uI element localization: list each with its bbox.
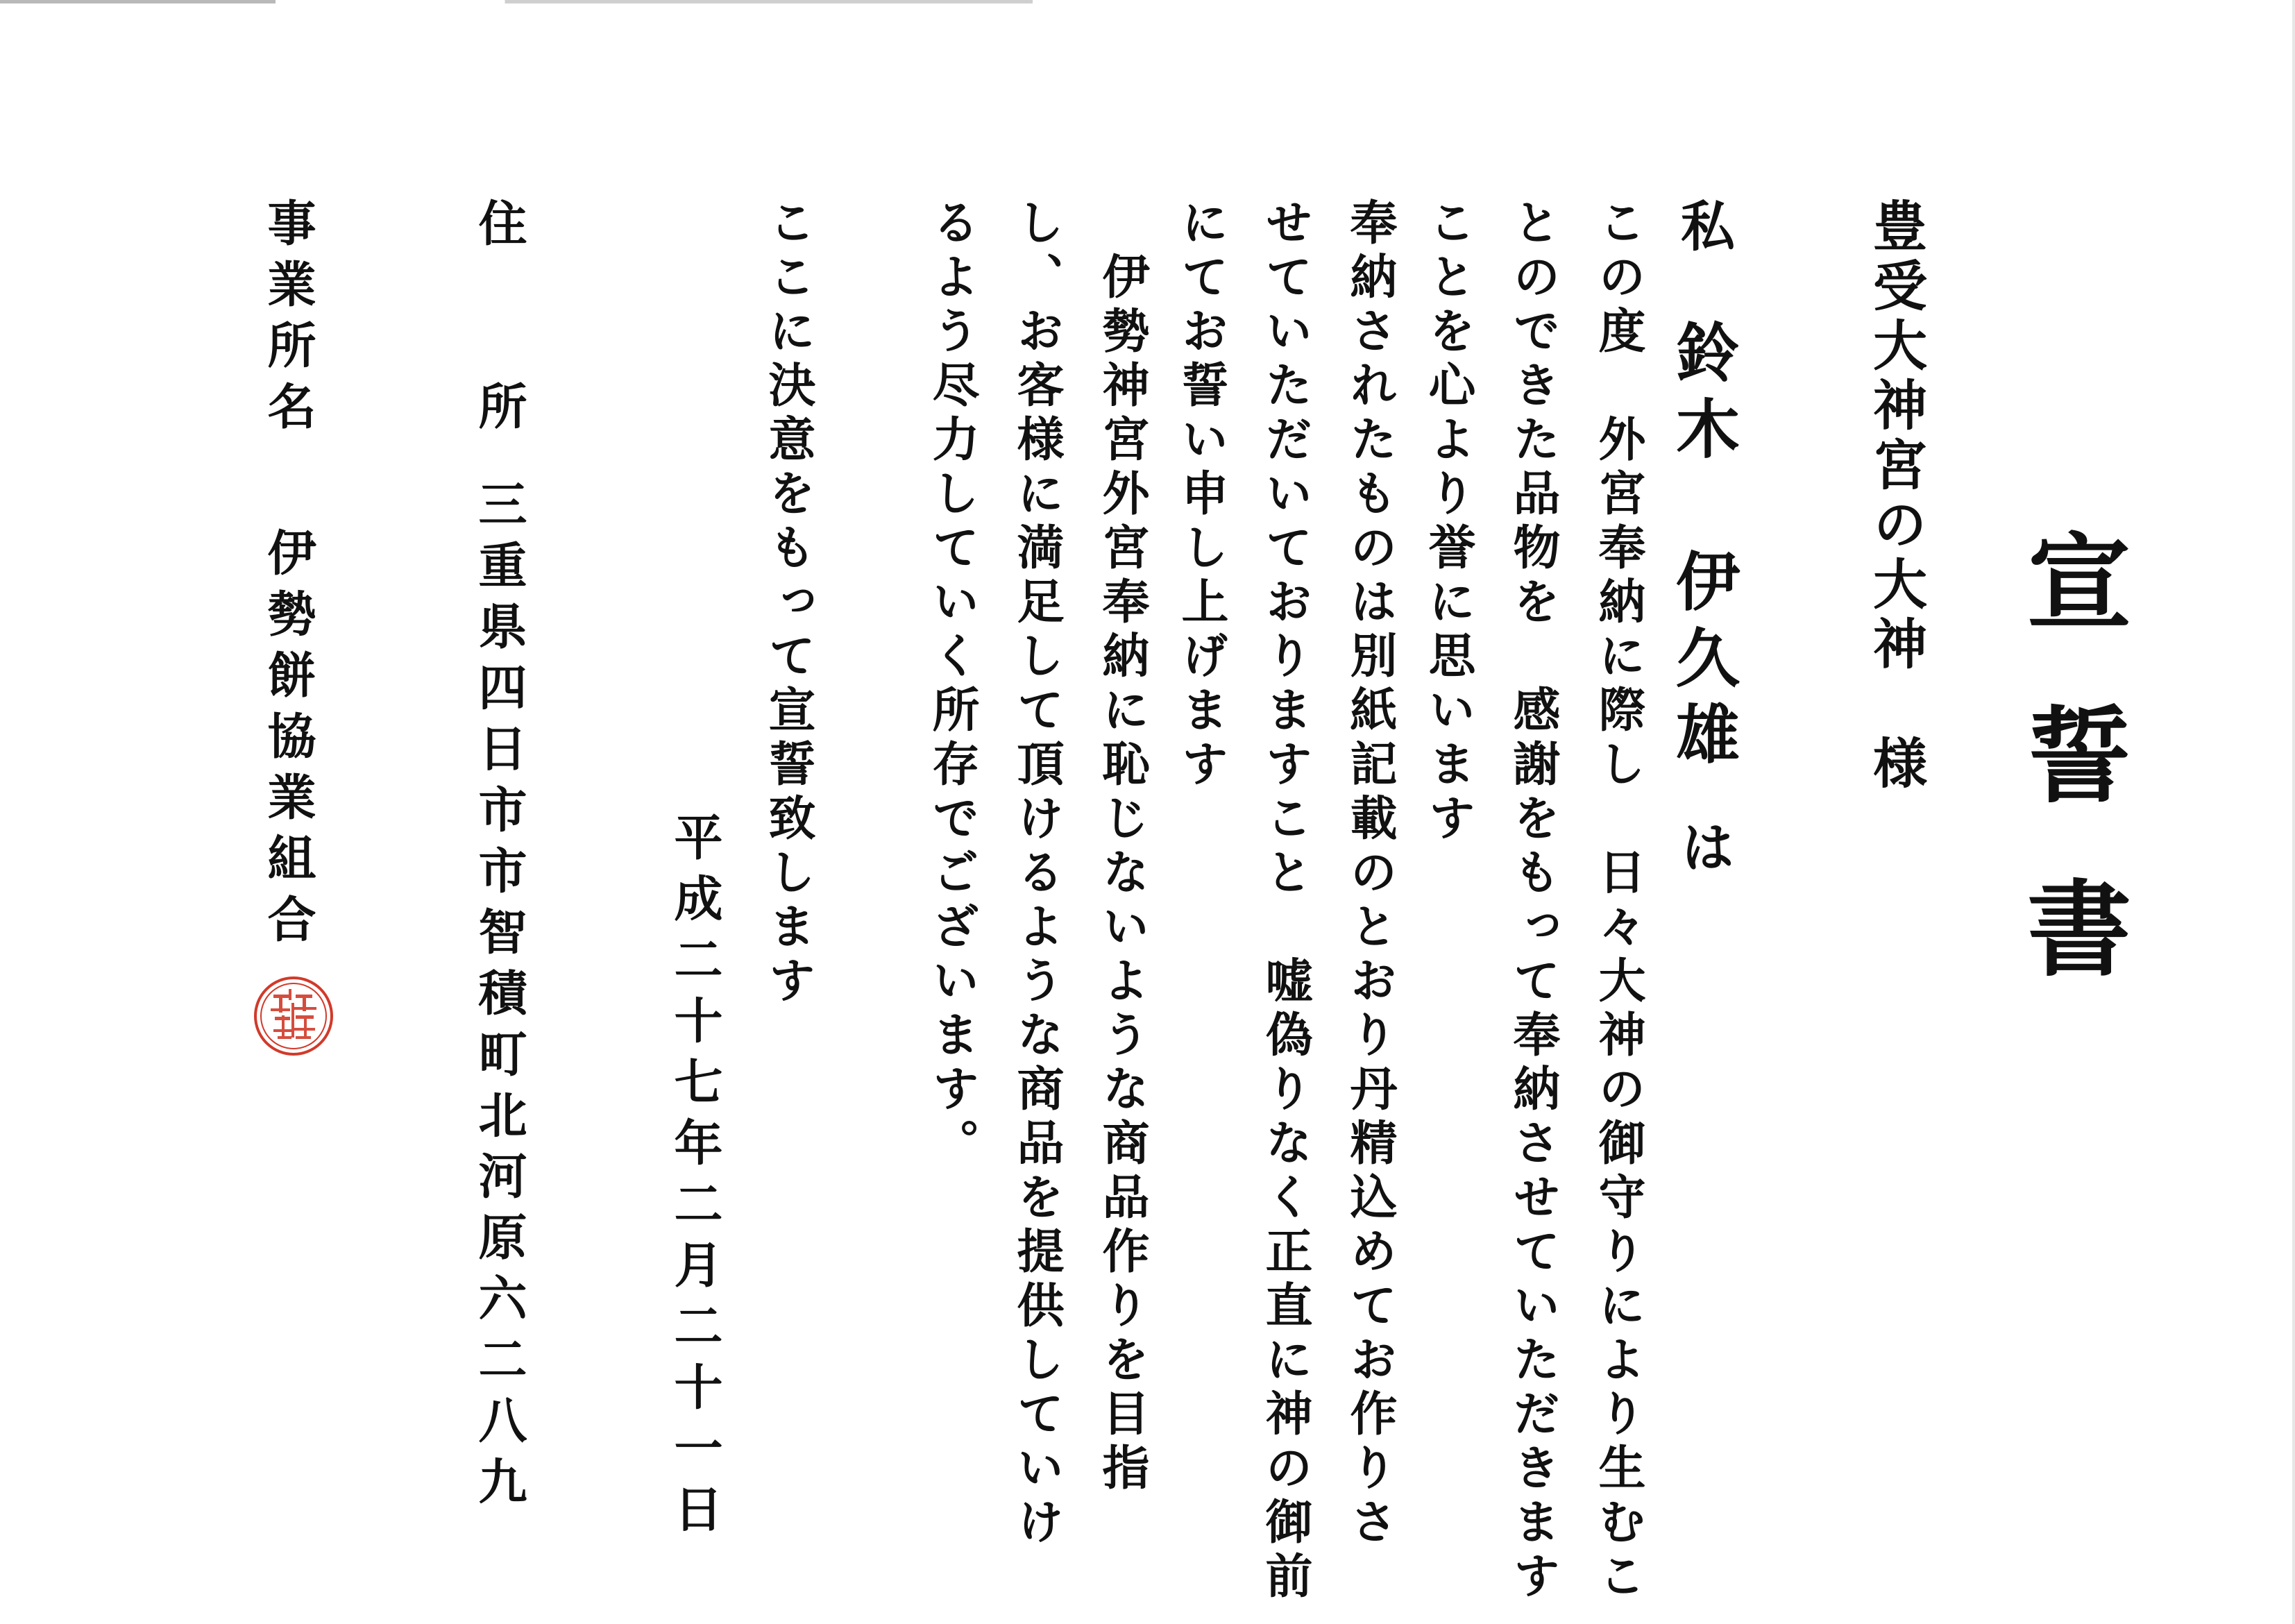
body-line: にてお誓い申し上げます [1174,198,1229,793]
body-line: 奉納されたものは別紙記載のとおり丹精込めてお作りさ [1342,198,1398,1551]
addressee: 豊受大神宮の大神 様 [1864,198,1927,795]
body-line: ここに決意をもって宣誓致します [761,198,816,1010]
declarant-signature: 鈴木 伊久雄 [1666,319,1741,777]
document-title: 宣誓書 [2009,527,2131,1048]
body-line: ことを心より誉に思います [1421,198,1476,847]
body-line: せていただいておりますこと 嘘偽りなく正直に神の御前 [1257,198,1313,1605]
body-line: この度 外宮奉納に際し 日々大神の御守りにより生むこ [1591,198,1646,1605]
address-value: 三重県四日市市智積町北河原六二八九 [471,479,528,1517]
declarant-prefix: 私 [1672,198,1735,257]
document-date: 平成二十七年二月二十一日 [666,812,724,1545]
declarant-suffix: は [1672,819,1735,879]
body-line: 伊勢神宮外宮奉納に恥じないような商品作りを目指 [1094,198,1150,1497]
address-label: 住 所 [471,198,528,442]
scan-edge-right [2292,0,2295,1624]
body-line: し、お客様に満足して頂けるような商品を提供していけ [1009,198,1065,1551]
company-seal-stamp [253,975,334,1057]
body-line: とのできた品物を 感謝をもって奉納させていただきます [1505,198,1561,1605]
scan-edge-top [0,0,2295,3]
body-line: るよう尽力していく所存でございます。 [924,198,980,1172]
office-label: 事業所名 [260,198,317,442]
office-value: 伊勢餅協業組合 [260,527,317,955]
